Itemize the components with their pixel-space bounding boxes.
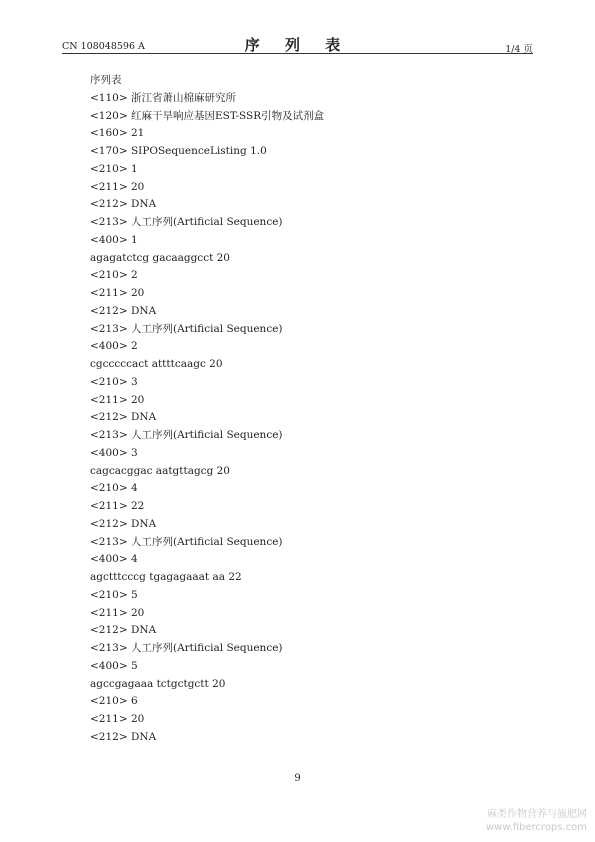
header-rule <box>62 53 533 54</box>
listing-line: <170> SIPOSequenceListing 1.0 <box>90 145 267 157</box>
listing-line: 序列表 <box>90 74 122 86</box>
listing-line: <211> 22 <box>90 500 145 512</box>
watermark <box>486 808 587 834</box>
listing-line: <210> 6 <box>90 695 138 708</box>
listing-line: <210> 2 <box>90 269 138 282</box>
listing-line: <213> 人工序列(Artificial Sequence) <box>90 216 283 228</box>
listing-line: <400> 3 <box>90 446 138 459</box>
listing-line: <213> 人工序列(Artificial Sequence) <box>90 322 283 335</box>
sequence-listing <box>90 72 530 747</box>
listing-line: <211> 20 <box>90 606 145 619</box>
listing-line: <213> 人工序列(Artificial Sequence) <box>90 535 283 548</box>
listing-line: <211> 20 <box>90 393 145 406</box>
listing-line: agccgagaaa tctgctgctt 20 <box>90 677 226 690</box>
patent-number: CN 108048596 A <box>62 41 145 52</box>
listing-line: <160> 21 <box>90 127 145 140</box>
listing-line: agctttcccg tgagagaaat aa 22 <box>90 571 242 583</box>
listing-line: <210> 4 <box>90 482 138 495</box>
listing-line: <211> 20 <box>90 287 145 299</box>
listing-line: <110> 浙江省萧山棉麻研究所 <box>90 91 236 104</box>
listing-line: <212> DNA <box>90 624 157 637</box>
listing-line: <210> 3 <box>90 375 138 388</box>
listing-line: <400> 1 <box>90 233 138 246</box>
listing-line: <213> 人工序列(Artificial Sequence) <box>90 642 283 654</box>
watermark-url: www.fibercrops.com <box>485 822 587 833</box>
listing-line: cagcacggac aatgttagcg 20 <box>90 464 230 477</box>
listing-line: <212> DNA <box>90 730 157 743</box>
listing-line: <210> 5 <box>90 588 138 601</box>
listing-line: <212> DNA <box>90 411 157 424</box>
listing-line: <211> 20 <box>90 713 145 725</box>
listing-line: <212> DNA <box>90 517 157 530</box>
listing-line: <212> DNA <box>90 198 157 211</box>
listing-line: <210> 1 <box>90 162 138 175</box>
listing-line: <212> DNA <box>90 304 157 317</box>
listing-line: <400> 5 <box>90 659 138 672</box>
listing-line: <400> 4 <box>90 553 138 566</box>
listing-line: <211> 20 <box>90 180 145 193</box>
page-of-total: 1/4 页 <box>505 44 533 55</box>
listing-line: <213> 人工序列(Artificial Sequence) <box>90 429 283 441</box>
listing-line: cgcccccact attttcaagc 20 <box>90 358 223 370</box>
watermark-text: 麻类作物营养与施肥网 <box>487 809 587 820</box>
listing-line: <400> 2 <box>90 340 138 353</box>
page-header <box>62 36 533 54</box>
page-number: 9 <box>294 773 301 784</box>
listing-line: agagatctcg gacaaggcct 20 <box>90 251 230 264</box>
listing-line: <120> 红麻干旱响应基因EST-SSR引物及试剂盒 <box>90 109 325 122</box>
section-title: 序 列 表 <box>244 36 351 54</box>
